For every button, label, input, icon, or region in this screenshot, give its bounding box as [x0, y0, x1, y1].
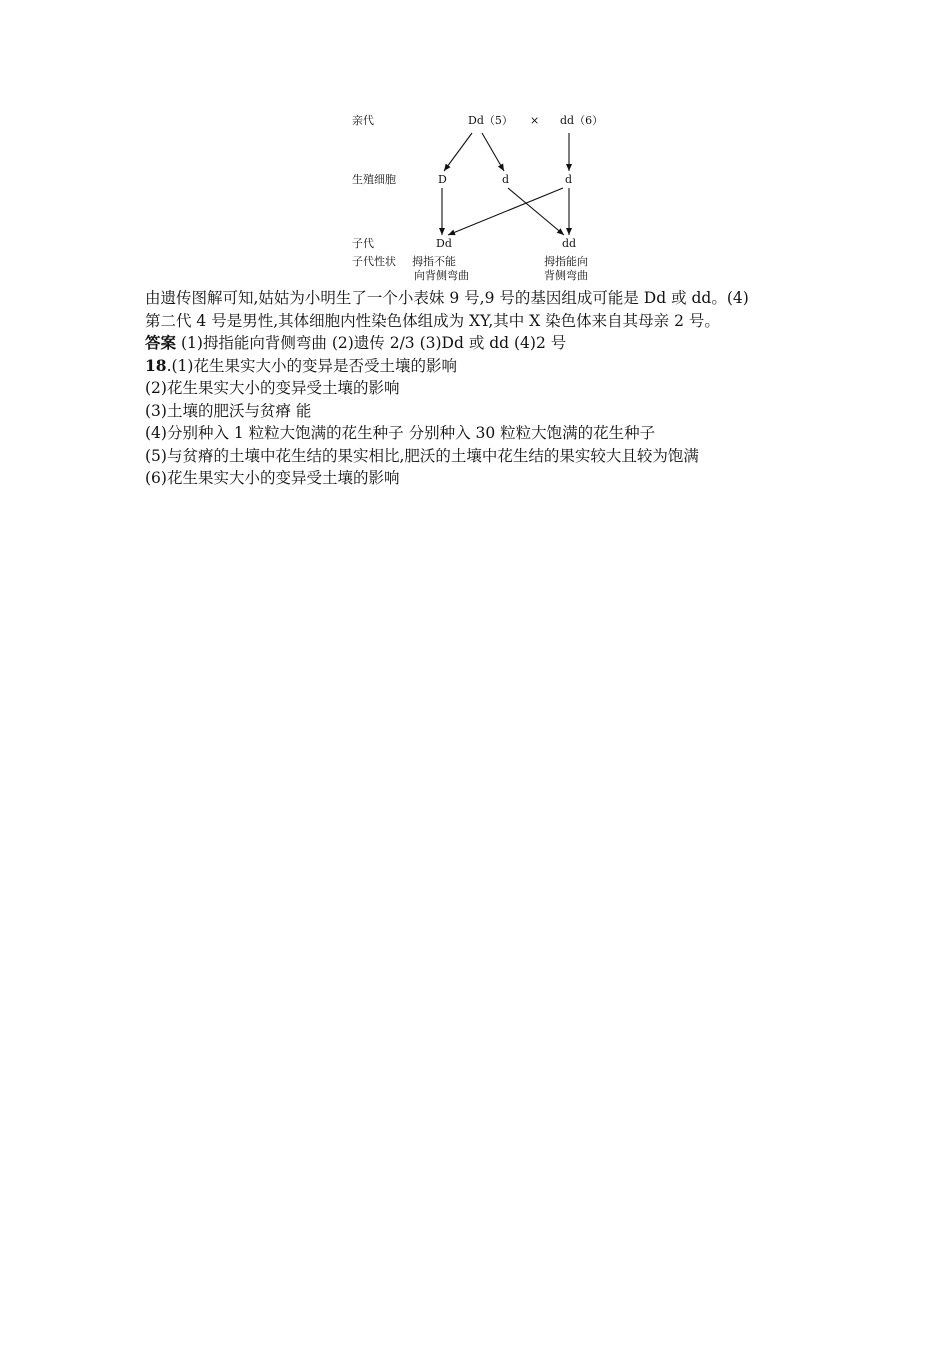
row-label-offspring: 子代 — [352, 237, 374, 250]
row-label-offspring-traits: 子代性状 — [352, 255, 396, 268]
parent-left: Dd（5） — [468, 114, 513, 127]
answer-label: 答案 — [145, 333, 177, 352]
explanation-line-2: 第二代 4 号是男性,其体细胞内性染色体组成为 XY,其中 X 染色体来自其母亲 2 号。 — [145, 311, 720, 330]
answer-content: (1)拇指能向背侧弯曲 (2)遗传 2/3 (3)Dd 或 dd (4)2 号 — [176, 334, 567, 352]
trait-dd-line1: 拇指能向 — [544, 255, 588, 268]
arrow-d2-to-Dd — [448, 188, 563, 235]
trait-dd-line2: 背侧弯曲 — [544, 269, 588, 282]
genetic-cross-diagram — [340, 105, 640, 290]
answer-line — [145, 332, 825, 355]
cross-symbol: × — [530, 114, 540, 127]
row-label-parents: 亲代 — [352, 114, 374, 127]
question-18-line-3: (3)土壤的肥沃与贫瘠 能 — [145, 401, 312, 420]
gamete-D: D — [438, 173, 447, 186]
trait-Dd-line2: 向背侧弯曲 — [414, 269, 469, 282]
offspring-Dd: Dd — [436, 237, 452, 250]
gamete-d-left: d — [502, 173, 510, 186]
row-label-gametes: 生殖细胞 — [352, 173, 396, 186]
arrow-d-to-dd — [508, 188, 564, 235]
question-18-line-2: (2)花生果实大小的变异受土壤的影响 — [145, 379, 400, 397]
parent-right: dd（6） — [560, 114, 604, 127]
question-18-line-4: (4)分别种入 1 粒粒大饱满的花生种子 分别种入 30 粒粒大饱满的花生种子 — [145, 424, 656, 442]
arrow-Dd-to-d — [482, 133, 504, 171]
arrow-Dd-to-D — [444, 133, 472, 171]
q18-part-1: .(1)花生果实大小的变异是否受土壤的影响 — [166, 356, 457, 375]
gamete-d-right: d — [565, 173, 573, 186]
answer-text — [145, 287, 825, 490]
question-number: 18 — [145, 355, 167, 375]
trait-Dd-line1: 拇指不能 — [412, 255, 456, 268]
explanation-line-1: 由遗传图解可知,姑姑为小明生了一个小表妹 9 号,9 号的基因组成可能是 Dd 或 dd。(4) — [145, 289, 749, 307]
question-18-line-5: (5)与贫瘠的土壤中花生结的果实相比,肥沃的土壤中花生结的果实较大且较为饱满 — [145, 446, 699, 465]
question-18-line-1 — [145, 355, 825, 378]
question-18-line-6: (6)花生果实大小的变异受土壤的影响 — [145, 469, 400, 487]
offspring-dd: dd — [562, 237, 577, 250]
